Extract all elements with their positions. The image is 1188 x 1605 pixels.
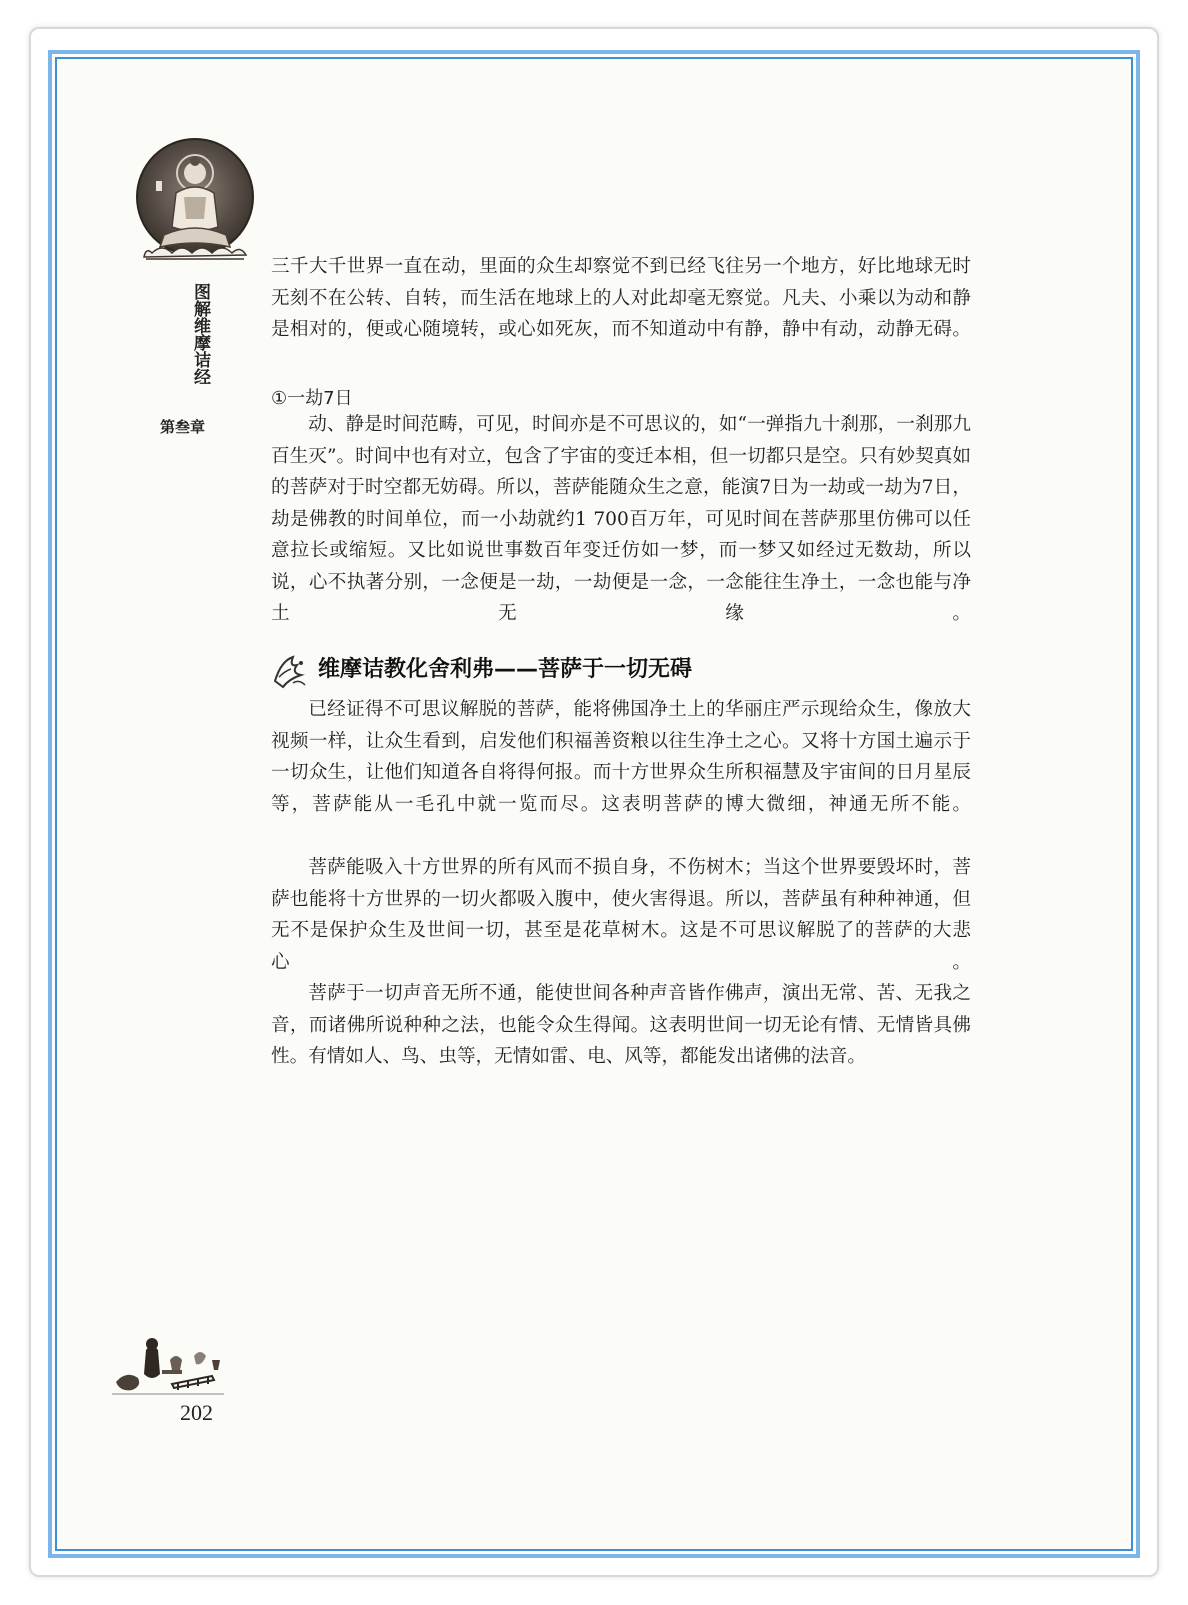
section-title: 维摩诘教化舍利弗——菩萨于一切无碍 <box>318 657 693 682</box>
paragraph-1: 三千大千世界一直在动，里面的众生却察觉不到已经飞往另一个地方，好比地球无时无刻不在公转、自转，而生活在地球上的人对此却毫无察觉。凡夫、小乘以为动和静是相对的，便或心随境转，或心如死灰，而不知道动中有静，静中有动，动静无碍。 <box>271 256 971 340</box>
section-ornament-icon <box>271 651 309 691</box>
page-number: 202 <box>180 1400 213 1425</box>
paragraph-2: 动、静是时间范畴，可见，时间亦是不可思议的，如“一弹指九十刹那，一刹那九百生灭”。时间中也有对立，包含了宇宙的变迁本相，但一切都只是空。只有妙契真如的菩萨对于时空都无妨碍。所以，菩萨能随众生之意，能演7日为一劫或一劫为7日，劫是佛教的时间单位，而一小劫就约1 700百万年，可见时间在菩萨那里仿佛可以任意拉长或缩短。又比如说世事数百年变迁仿如一梦，而一梦又如经过无数劫，所以说，心不执著分别，一念便是一劫，一劫便是一念，一念能往生净土，一念也能与净土无缘。 <box>271 414 971 624</box>
scholar-scene-image <box>112 1330 224 1400</box>
subheading-kalpa-seven-days: ①一劫7日 <box>271 388 353 409</box>
sidebar-book-title: 图解维摩诘经 <box>190 283 210 385</box>
buddha-medallion-image <box>132 135 258 275</box>
paragraph-4: 菩萨能吸入十方世界的所有风而不损自身，不伤树木；当这个世界要毁坏时，菩萨也能将十方世界的一切火都吸入腹中，使火害得退。所以，菩萨虽有种种神通，但无不是保护众生及世间一切，甚至是花草树木。这是不可思议解脱了的菩萨的大悲心。 <box>271 857 971 973</box>
paragraph-5: 菩萨于一切声音无所不通，能使世间各种声音皆作佛声，演出无常、苦、无我之音，而诸佛所说种种之法，也能令众生得闻。这表明世间一切无论有情、无情皆具佛性。有情如人、鸟、虫等，无情如雷、电、风等，都能发出诸佛的法音。 <box>271 983 971 1067</box>
sidebar-chapter-label: 第叁章 <box>160 418 206 436</box>
paragraph-3: 已经证得不可思议解脱的菩萨，能将佛国净土上的华丽庄严示现给众生，像放大视频一样，让众生看到，启发他们积福善资粮以往生净土之心。又将十方国土遍示于一切众生，让他们知道各自将得何报。而十方世界众生所积福慧及宇宙间的日月星辰等，菩萨能从一毛孔中就一览而尽。这表明菩萨的博大微细，神通无所不能。 <box>271 699 971 815</box>
